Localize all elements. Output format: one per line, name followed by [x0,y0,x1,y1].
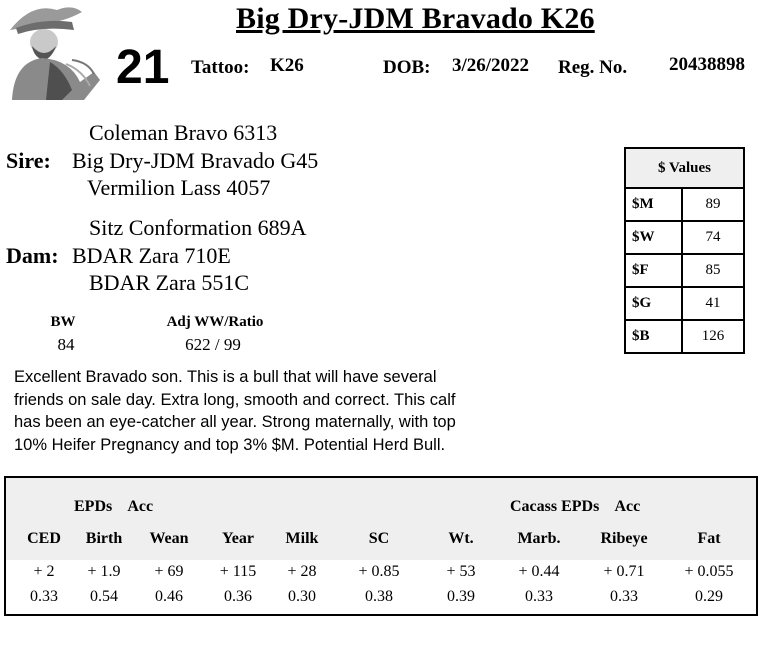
epd-column-header: Year [222,530,254,547]
epd-group-label: EPDs Acc [74,498,154,515]
ww-value: 622 / 99 [185,335,241,354]
dollar-values-table [624,147,745,354]
dam-name: BDAR Zara 710E [72,243,231,268]
lot-number: 21 [116,41,170,94]
sire-name: Big Dry-JDM Bravado G45 [72,148,319,173]
epd-value: + 53 [446,563,476,580]
epd-accuracy: 0.38 [365,588,393,605]
epd-value: + 69 [154,563,184,580]
epd-accuracy: 0.33 [525,588,553,605]
epd-accuracy: 0.29 [695,588,723,605]
epd-accuracy: 0.39 [447,588,475,605]
epd-value: + 0.44 [518,563,560,580]
epd-column-header: Wt. [448,530,474,547]
epd-value: + 1.9 [87,563,121,580]
epd-column-header: CED [27,530,61,547]
epd-value: + 0.055 [684,563,734,580]
sire-grandsire: Coleman Bravo 6313 [89,120,278,145]
dollar-value-row [625,188,744,221]
dollar-value-row [625,287,744,320]
epd-column-header: Birth [85,530,123,547]
dam-label: Dam: [6,243,59,268]
dollar-value-label: $F [625,254,682,287]
animal-title: Big Dry-JDM Bravado K26 [236,2,595,35]
ww-label: Adj WW/Ratio [166,314,264,330]
dollar-value: 74 [682,221,744,254]
cowboy-logo-image [2,0,102,100]
dob-label: DOB: [383,57,431,78]
dollar-value-label: $B [625,320,682,353]
epd-column-header: Ribeye [600,530,648,547]
dollar-value: 41 [682,287,744,320]
dollar-value: 85 [682,254,744,287]
dollar-value-label: $W [625,221,682,254]
dollar-values-title: $ Values [625,148,744,188]
dollar-value-row [625,254,744,287]
epd-accuracy: 0.54 [90,588,118,605]
dollar-value: 126 [682,320,744,353]
dollar-value-label: $G [625,287,682,320]
epd-value: + 2 [33,563,55,580]
bw-label: BW [50,314,76,330]
epd-accuracy: 0.30 [288,588,316,605]
epd-column-header: Wean [149,530,189,547]
reg-label: Reg. No. [558,57,628,78]
sire-granddam: Vermilion Lass 4057 [87,175,271,200]
epd-value: + 115 [219,563,257,580]
dam-granddam: BDAR Zara 551C [89,270,250,295]
epd-value: + 0.71 [603,563,645,580]
epd-accuracy: 0.36 [224,588,252,605]
epd-value: + 0.85 [358,563,400,580]
reg-value: 20438898 [669,54,745,75]
dollar-value-label: $M [625,188,682,221]
epd-value: + 28 [287,563,317,580]
dollar-value: 89 [682,188,744,221]
sire-label: Sire: [6,148,51,173]
carcass-epd-group-label: Cacass EPDs Acc [510,498,641,515]
dob-value: 3/26/2022 [452,55,530,76]
dollar-value-row [625,221,744,254]
dam-grandsire: Sitz Conformation 689A [89,215,307,240]
epd-accuracy: 0.33 [30,588,58,605]
epd-table [4,476,758,616]
epd-column-header: Fat [697,530,721,547]
epd-accuracy: 0.46 [155,588,183,605]
description-text: Excellent Bravado son. This is a bull that will have several friends on sale day. Extra long, smooth and correct. This calf has been an eye-catcher all year. Strong maternally, with top 10% Heifer Pregnancy and top 3% $M. Potential Herd Bull. [14,368,456,454]
tattoo-value: K26 [270,55,304,76]
epd-column-header: SC [368,530,390,547]
epd-column-header: Marb. [517,530,561,547]
bw-value: 84 [57,335,75,354]
tattoo-label: Tattoo: [191,57,250,78]
epd-column-header: Milk [285,530,319,547]
dollar-value-row [625,320,744,353]
epd-accuracy: 0.33 [610,588,638,605]
